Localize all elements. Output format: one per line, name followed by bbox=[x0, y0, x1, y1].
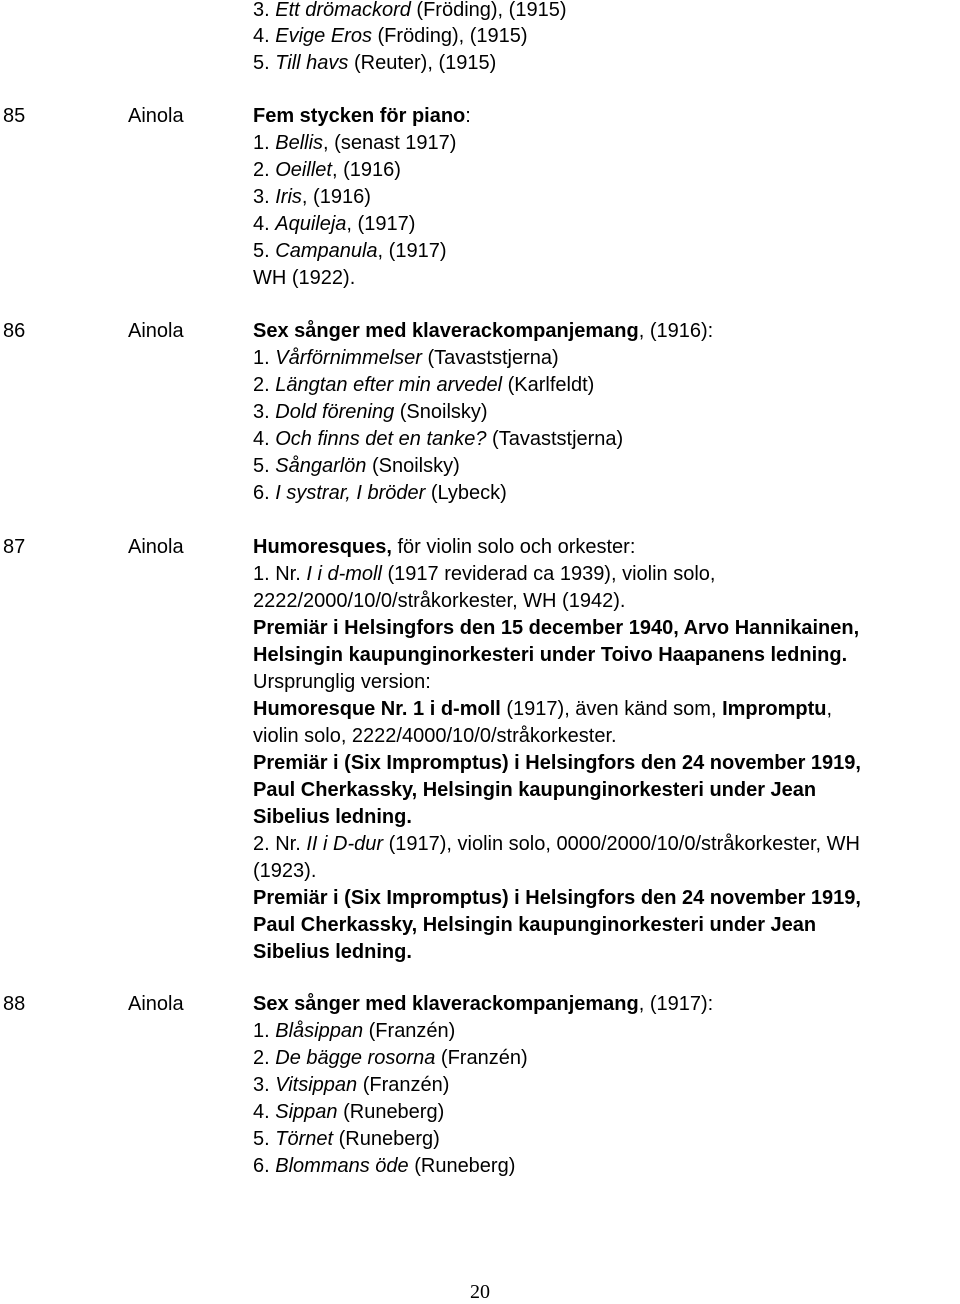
list-item: 1. Blåsippan (Franzén) bbox=[253, 1020, 456, 1042]
list-item: 2. Längtan efter min arvedel (Karlfeldt) bbox=[253, 374, 595, 396]
list-item: 3. Dold förening (Snoilsky) bbox=[253, 401, 488, 423]
list-item-continuation: (1923). bbox=[253, 860, 317, 882]
list-item-continuation: 2222/2000/10/0/stråkorkester, WH (1942). bbox=[253, 590, 626, 612]
list-item: 4. Evige Eros (Fröding), (1915) bbox=[253, 25, 528, 47]
opus-number: 86 bbox=[3, 320, 26, 342]
list-item: 3. Vitsippan (Franzén) bbox=[253, 1074, 450, 1096]
list-item: 6. Blommans öde (Runeberg) bbox=[253, 1155, 516, 1177]
list-item: 4. Aquileja, (1917) bbox=[253, 213, 416, 235]
list-item: 3. Ett drömackord (Fröding), (1915) bbox=[253, 0, 567, 21]
list-item: 1. Vårförnimmelser (Tavaststjerna) bbox=[253, 347, 559, 369]
original-version: Humoresque Nr. 1 i d-moll (1917), även känd som, Impromptu, bbox=[253, 698, 833, 720]
list-item: 5. Törnet (Runeberg) bbox=[253, 1128, 440, 1150]
list-item: 2. Nr. II i D-dur (1917), violin solo, 0000/2000/10/0/stråkorkester, WH bbox=[253, 833, 860, 855]
list-item: 6. I systrar, I bröder (Lybeck) bbox=[253, 482, 507, 504]
work-note: WH (1922). bbox=[253, 267, 356, 289]
place-name: Ainola bbox=[128, 320, 184, 342]
original-version-continuation: violin solo, 2222/4000/10/0/stråkorkester. bbox=[253, 725, 617, 747]
work-heading: Fem stycken för piano: bbox=[253, 105, 471, 127]
premiere-note: Sibelius ledning. bbox=[253, 806, 412, 828]
work-heading: Sex sånger med klaverackompanjemang, (1917): bbox=[253, 993, 714, 1015]
list-item: 5. Campanula, (1917) bbox=[253, 240, 447, 262]
work-heading: Humoresques, för violin solo och orkester: bbox=[253, 536, 636, 558]
list-item: 4. Sippan (Runeberg) bbox=[253, 1101, 445, 1123]
opus-number: 87 bbox=[3, 536, 26, 558]
place-name: Ainola bbox=[128, 993, 184, 1015]
premiere-note: Premiär i (Six Impromptus) i Helsingfors den 24 november 1919, bbox=[253, 887, 861, 909]
premiere-note: Helsingin kaupunginorkesteri under Toivo Haapanens ledning. bbox=[253, 644, 848, 666]
list-item: 1. Bellis, (senast 1917) bbox=[253, 132, 457, 154]
page-number: 20 bbox=[470, 1281, 490, 1303]
premiere-note: Sibelius ledning. bbox=[253, 941, 412, 963]
opus-number: 85 bbox=[3, 105, 26, 127]
original-version-label: Ursprunglig version: bbox=[253, 671, 431, 693]
premiere-note: Premiär i (Six Impromptus) i Helsingfors den 24 november 1919, bbox=[253, 752, 861, 774]
list-item: 4. Och finns det en tanke? (Tavaststjerna) bbox=[253, 428, 624, 450]
place-name: Ainola bbox=[128, 536, 184, 558]
work-heading: Sex sånger med klaverackompanjemang, (1916): bbox=[253, 320, 714, 342]
list-item: 2. De bägge rosorna (Franzén) bbox=[253, 1047, 528, 1069]
place-name: Ainola bbox=[128, 105, 184, 127]
premiere-note: Paul Cherkassky, Helsingin kaupunginorkesteri under Jean bbox=[253, 779, 817, 801]
list-item: 3. Iris, (1916) bbox=[253, 186, 371, 208]
opus-number: 88 bbox=[3, 993, 26, 1015]
list-item: 5. Till havs (Reuter), (1915) bbox=[253, 52, 497, 74]
premiere-note: Paul Cherkassky, Helsingin kaupunginorkesteri under Jean bbox=[253, 914, 817, 936]
premiere-note: Premiär i Helsingfors den 15 december 1940, Arvo Hannikainen, bbox=[253, 617, 860, 639]
list-item: 5. Sångarlön (Snoilsky) bbox=[253, 455, 460, 477]
list-item: 2. Oeillet, (1916) bbox=[253, 159, 401, 181]
list-item: 1. Nr. I i d-moll (1917 reviderad ca 1939), violin solo, bbox=[253, 563, 716, 585]
